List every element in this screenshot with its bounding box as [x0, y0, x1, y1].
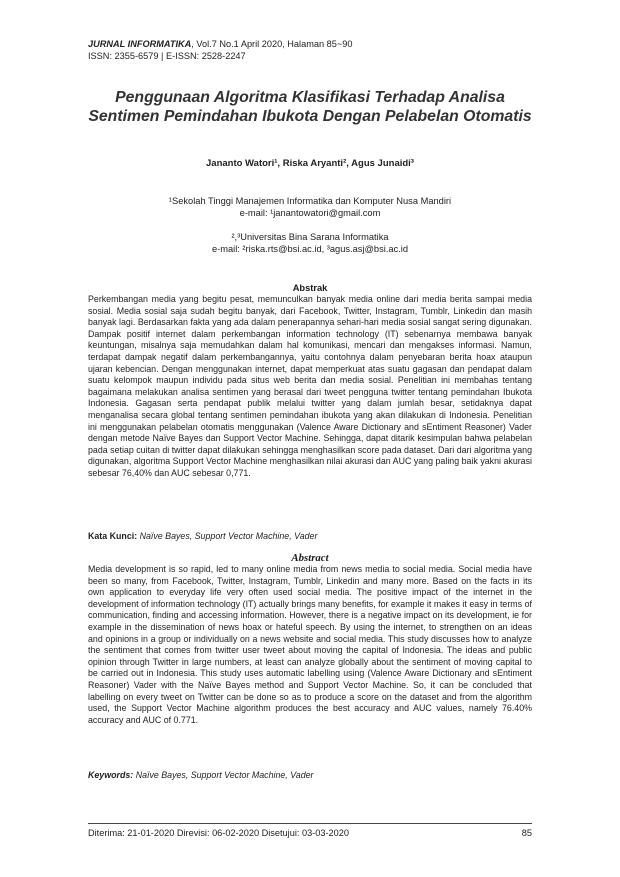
journal-name: JURNAL INFORMATIKA: [88, 39, 192, 49]
abstrak-body: Perkembangan media yang begitu pesat, memunculkan banyak media online dari media berita sampai media sosial. Media sosial saja sudah begitu banyak, dari Facebook, Twitter, Instagram, Tumblr, Linkedin dan masih banyak lagi. Berdasarkan fakta yang ada dalam penerapannya sehari-hari media sosial sangat sering digunakan. Dampak positif internet dalam perkembangan information technology (IT) sebenarnya membawa banyak keuntungan, misalnya saja memudahkan dalam hal komunikasi, mencari dan mengakses informasi. Namun, terdapat dampak negatif dalam perkembangannya, yaitu contohnya dalam penyebaran berita hoax ataupun ujaran kebencian. Dengan menggunakan internet, dapat memperkuat atas suatu gagasan dan pendapat dalam suatu kelompok maupun individu pada situs web berita dan media sosial. Penelitian ini membahas tentang bagaimana melakukan analisa sentimen yang berasal dari tweet pengguna twitter tentang pemindahan Ibukota Indonesia. Gagasan serta pendapat publik melalui twitter yang dalam jumlah besar, setidaknya dapat menganalisa secara global tentang sentimen pemindahan ibukota yang akan dilakukan di Indonesia. Penelitian ini menggunakan pelabelan otomatis menggunakan (Valence Aware Dictionary and sEntiment Reasoner) Vader dengan metode Naïve Bayes dan Support Vector Machine. Sehingga, dapat ditarik kesimpulan bahwa pelabelan pada setiap cuitan di twitter dapat dilakukan sehingga menghasilkan score pada dataset. Dari dari algoritma yang digunakan, algoritma Support Vector Machine menghasilkan nilai akurasi dan AUC yang paling baik yakni akurasi sebesar 76,40% dan AUC sebesar 0,771.: [88, 294, 532, 478]
footer-divider: [88, 823, 532, 824]
affiliation-2: [88, 232, 532, 255]
affiliation-2-email: e-mail: ²riska.rts@bsi.ac.id, ³agus.asj@bsi.ac.id: [211, 243, 409, 254]
issn-line: ISSN: 2355-6579 | E-ISSN: 2528-2247: [88, 50, 246, 61]
keywords-values: Naïve Bayes, Support Vector Machine, Vader: [135, 770, 314, 780]
affiliation-1-email: e-mail: ¹janantowatori@gmail.com: [239, 207, 381, 218]
abstract-heading: Abstract: [291, 552, 329, 564]
abstrak-heading: Abstrak: [292, 283, 328, 293]
affiliation-1-institution: ¹Sekolah Tinggi Manajemen Informatika dan Komputer Nusa Mandiri: [168, 196, 452, 206]
affiliation-1: [88, 196, 532, 219]
journal-citation-line: [88, 39, 352, 51]
journal-header: [88, 39, 352, 62]
keywords: [88, 770, 532, 780]
abstract-body: Media development is so rapid, led to many online media from news media to social media. Social media have been so many, from Facebook, Twitter, Instagram, Tumblr, Linkedin and many more. Based on the facts in its own application to everyday life very often used social media. The positive impact of the internet in the development of information technology (IT) actually brings many benefits, for example it makes it easy in terms of communication, finding and accessing information. However, there is a negative impact on its development, ie for example in the dissemination of news hoax or hateful speech. By using the internet, to strengthen on an ideas and opinions in a group or individually on a news website and social media. This study discusses how to analyze the sentiment that comes from twitter user tweet about moving the capital of Indonesia. The ideas and public opinion through Twitter in large numbers, at least can analyze globally about the sentiment of moving capital to be carried out in Indonesia. This study uses automatic labelling using (Valence Aware Dictionary and sEntiment Reasoner) Vader with the Naïve Bayes method and Support Vector Machine. So, it can be concluded that labelling on every tweet on Twitter can be done so as to produce a score on the dataset and from the algorithm used, the Support Vector Machine algorithm produces the best accuracy and AUC values, namely 76.40% accuracy and AUC of 0.771.: [88, 564, 532, 725]
author-list: Jananto Watori¹, Riska Aryanti², Agus Junaidi³: [206, 158, 414, 169]
keywords-label: Keywords:: [88, 770, 134, 780]
paper-title: Penggunaan Algoritma Klasifikasi Terhadap Analisa Sentimen Pemindahan Ibukota Dengan Pelabelan Otomatis: [88, 89, 532, 125]
issue-info: , Vol.7 No.1 April 2020, Halaman 85~90: [191, 39, 353, 49]
kata-kunci-values: Naïve Bayes, Support Vector Machine, Vader: [139, 531, 318, 541]
affiliation-2-institution: ²,³Universitas Bina Sarana Informatika: [231, 232, 389, 242]
kata-kunci-label: Kata Kunci:: [88, 531, 138, 541]
submission-dates: Diterima: 21-01-2020 Direvisi: 06-02-2020 Disetujui: 03-03-2020: [88, 828, 349, 838]
kata-kunci: [88, 531, 532, 541]
page-footer: [88, 828, 532, 838]
page-number: 85: [521, 828, 532, 838]
